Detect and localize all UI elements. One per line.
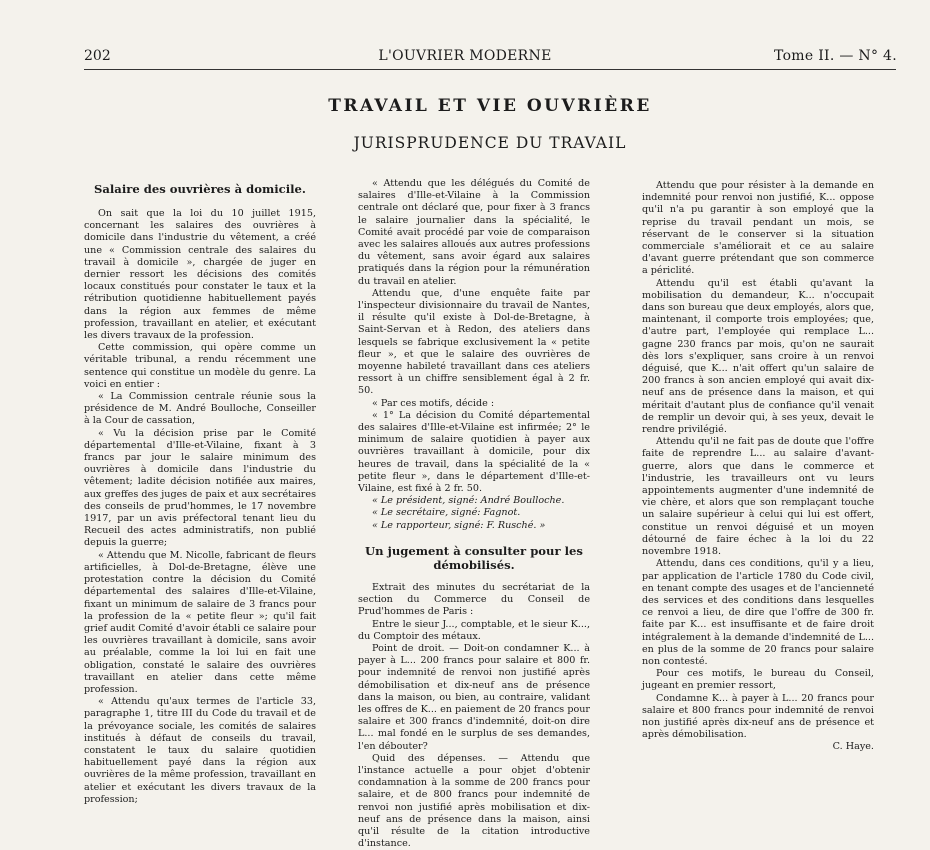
paragraph: « Vu la décision prise par le Comité départemental d'Ille-et-Vilaine, fixant à 3 francs par jour le salaire minimum des ouvrières à domicile dans l'industrie du vêtement; ladite décision notifiée aux maires, aux greffes des juges de paix et aux secrétaires des conseils de prud'hommes, le 17 novembre 1917, par un avis préfectoral tenant lieu du Recueil des actes administratifs, non publié depuis la guerre; — [84, 427, 316, 549]
running-title: L'OUVRIER MODERNE — [378, 48, 552, 64]
paragraph: Quid des dépenses. — Attendu que l'instance actuelle a pour objet d'obtenir condamnation à la somme de 200 francs pour salaire, et de 800 francs pour indemnité de renvoi non justifié après mobilisation et dix-neuf ans de présence dans la maison, ainsi qu'il résulte de la citation introductive d'instance. — [358, 752, 590, 850]
paragraph: Pour ces motifs, le bureau du Conseil, jugeant en premier ressort, — [642, 668, 874, 692]
paragraph: Point de droit. — Doit-on condamner K... à payer à L... 200 francs pour salaire et 800 fr. pour indemnité de renvoi non justifié après démobilisation et dix-neuf ans de présence dans la maison, ou bien, au contraire, validant les offres de K... en paiement de 20 francs pour salaire et 300 francs d'indemnité, doit-on dire L... mal fondé en le surplus de ses demandes, l'en débouter? — [358, 642, 590, 752]
paragraph: Extrait des minutes du secrétariat de la section du Commerce du Conseil de Prud'hommes de Paris : — [358, 581, 590, 618]
signature-secretaire: « Le secrétaire, signé: Fagnot. — [372, 507, 521, 519]
paragraph: Cette commission, qui opère comme un véritable tribunal, a rendu récemment une sentence qui constitue un modèle du genre. La voici en entier : — [84, 342, 316, 390]
column-2 — [358, 178, 590, 850]
signature-rapporteur: « Le rapporteur, signé: F. Rusché. » — [372, 519, 546, 531]
article-heading-jugement: Un jugement à consulter pour les démobilisés. — [365, 543, 583, 572]
signature-president: « Le président, signé: André Boulloche. — [372, 495, 565, 507]
paragraph: Attendu qu'il est établi qu'avant la mobilisation du demandeur, K... n'occupait dans son bureau que deux employés, alors que, maintenant, il comporte trois employées; que, d'autre part, l'employée qui remplace L... gagne 230 francs par mois, qu'on ne saurait dès lors s'expliquer, sans croire à un renvoi déguisé, que K... n'ait offert qu'un salaire de 200 francs à son ancien employé qui avait dix-neuf ans de présence dans la maison, et qui méritait d'autant plus de confiance qu'il venait de remplir un devoir qui, à ses yeux, devait le rendre privilégié. — [642, 277, 874, 436]
column-3 — [642, 180, 874, 754]
paragraph: Attendu que pour résister à la demande en indemnité pour renvoi non justifié, K... oppose qu'il n'a pu garantir à son employé que la reprise du travail pendant un mois, se réservant de le conserver si la situation commerciale s'améliorait et ce au salaire d'avant guerre prétendant que son commerce a périclité. — [642, 180, 874, 277]
column-1 — [84, 178, 316, 806]
paragraph: Attendu, dans ces conditions, qu'il y a lieu, par application de l'article 1780 du Code civil, en tenant compte des usages et de l'ancienneté des services et des conditions dans lesquelles ce renvoi a lieu, de dire que l'offre de 300 fr. faite par K... est insuffisante et de faire droit intégralement à la demande d'indemnité de L... en plus de la somme de 20 francs pour salaire non contesté. — [642, 558, 874, 667]
paragraph: On sait que la loi du 10 juillet 1915, concernant les salaires des ouvrières à domicile dans l'industrie du vêtement, a créé une « Commission centrale des salaires du travail à domicile », chargée de juger en dernier ressort les décisions des comités locaux constitués pour constater le taux et la rétribution quotidienne habituellement payés dans la région aux femmes de même profession, travaillant en atelier, et exécutant les divers travaux de la profession. — [84, 208, 316, 342]
paragraph: « Attendu qu'aux termes de l'article 33, paragraphe 1, titre III du Code du travail et de la prévoyance sociale, les comités de salaires institués à défaut de conseils du travail, constatent le taux du salaire quotidien habituellement payé dans la région aux ouvrières de la même profession, travaillant en atelier et exécutant les divers travaux de la profession; — [84, 696, 316, 805]
paragraph: « Par ces motifs, décide : — [372, 397, 495, 409]
page-number: 202 — [84, 48, 111, 64]
paragraph: « La Commission centrale réunie sous la présidence de M. André Boulloche, Conseiller à la Cour de cassation, — [84, 391, 316, 427]
paragraph: Attendu que, d'une enquête faite par l'inspecteur divisionnaire du travail de Nantes, il résulte qu'il existe à Dol-de-Bretagne, à Saint-Servan et à Redon, des ateliers dans lesquels se fabrique exclusivement la « petite fleur », et que le salaire des ouvrières de moyenne habileté travaillant dans ces ateliers ressort à un chiffre sensiblement égal à 2 fr. 50. — [358, 287, 590, 397]
volume-number: Tome II. — N° 4. — [774, 48, 897, 64]
article-heading-salaire: Salaire des ouvrières à domicile. — [94, 182, 306, 196]
author-signature: C. Haye. — [832, 741, 874, 753]
section-title: TRAVAIL ET VIE OUVRIÈRE — [328, 96, 652, 116]
paragraph: « 1° La décision du Comité départemental des salaires d'Ille-et-Vilaine est infirmée; 2° le minimum de salaire quotidien à payer aux ouvrières travaillant à domicile, pour dix heures de travail, dans la spécialité de la « petite fleur », dans le département d'Ille-et-Vilaine, est fixé à 2 fr. 50. — [358, 409, 590, 495]
paragraph: « Attendu que M. Nicolle, fabricant de fleurs artificielles, à Dol-de-Bretagne, élève une protestation contre la décision du Comité départemental des salaires d'Ille-et-Vilaine, fixant un minimum de salaire de 3 francs pour la profession de la « petite fleur »; qu'il fait grief audit Comité d'avoir établi ce salaire pour les ouvrières travaillant à domicile, sans avoir au préalable, comme la loi lui en fait une obligation, constaté le salaire des ouvrières travaillant en atelier dans cette même profession. — [84, 549, 316, 695]
section-subtitle: JURISPRUDENCE DU TRAVAIL — [353, 134, 627, 152]
paragraph: « Attendu que les délégués du Comité de salaires d'Ille-et-Vilaine à la Commission centrale ont déclaré que, pour fixer à 3 francs le salaire journalier dans la spécialité, le Comité avait procédé par voie de comparaison avec les salaires alloués aux autres professions du vêtement, sans avoir égard aux salaires pratiqués dans la région pour la rémunération du travail en atelier. — [358, 178, 590, 287]
paragraph: Condamne K... à payer à L... 20 francs pour salaire et 800 francs pour indemnité de renvoi non justifié après dix-neuf ans de présence et après démobilisation. — [642, 692, 874, 741]
header-rule — [84, 69, 896, 70]
paragraph: Entre le sieur J..., comptable, et le sieur K..., du Comptoir des métaux. — [358, 618, 590, 642]
paragraph: Attendu qu'il ne fait pas de doute que l'offre faite de reprendre L... au salaire d'avant-guerre, alors que dans le commerce et l'industrie, les travailleurs ont vu leurs appointements augmenter d'une indemnité de vie chère, et alors que son remplaçant touche un salaire supérieur à celui qui lui est offert, constitue un renvoi déguisé et un moyen détourné de faire échec à la loi du 22 novembre 1918. — [642, 436, 874, 558]
